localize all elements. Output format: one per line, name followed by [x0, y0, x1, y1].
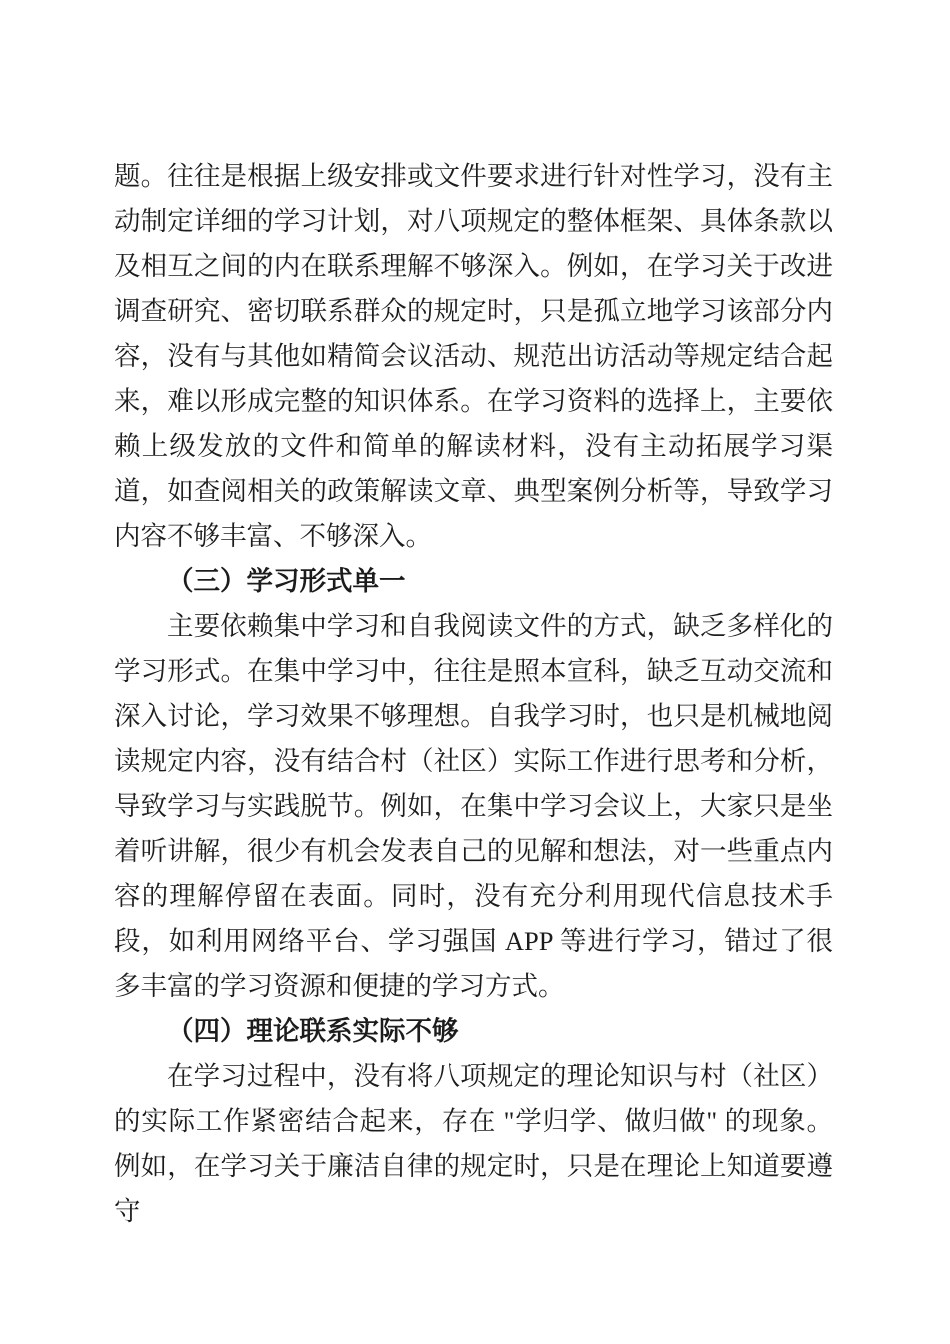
paragraph-section-4: 在学习过程中，没有将八项规定的理论知识与村（社区）的实际工作紧密结合起来，存在 "学归学、做归做" 的现象。例如，在学习关于廉洁自律的规定时，只是在理论上知道要遵守 — [114, 1061, 833, 1226]
section-heading-4: （四）理论联系实际不够 — [167, 1016, 459, 1046]
document-body — [114, 154, 833, 1234]
paragraph-section-3: 主要依赖集中学习和自我阅读文件的方式，缺乏多样化的学习形式。在集中学习中，往往是照本宣科，缺乏互动交流和深入讨论，学习效果不够理想。自我学习时，也只是机械地阅读规定内容，没有结合村（社区）实际工作进行思考和分析，导致学习与实践脱节。例如，在集中学习会议上，大家只是坐着听讲解，很少有机会发表自己的见解和想法，对一些重点内容的理解停留在表面。同时，没有充分利用现代信息技术手段，如利用网络平台、学习强国 APP 等进行学习，错过了很多丰富的学习资源和便捷的学习方式。 — [114, 611, 833, 1001]
section-heading-3: （三）学习形式单一 — [167, 566, 406, 596]
paragraph-continuation: 题。往往是根据上级安排或文件要求进行针对性学习，没有主动制定详细的学习计划，对八项规定的整体框架、具体条款以及相互之间的内在联系理解不够深入。例如，在学习关于改进调查研究、密切联系群众的规定时，只是孤立地学习该部分内容，没有与其他如精简会议活动、规范出访活动等规定结合起来，难以形成完整的知识体系。在学习资料的选择上，主要依赖上级发放的文件和简单的解读材料，没有主动拓展学习渠道，如查阅相关的政策解读文章、典型案例分析等，导致学习内容不够丰富、不够深入。 — [114, 161, 833, 551]
